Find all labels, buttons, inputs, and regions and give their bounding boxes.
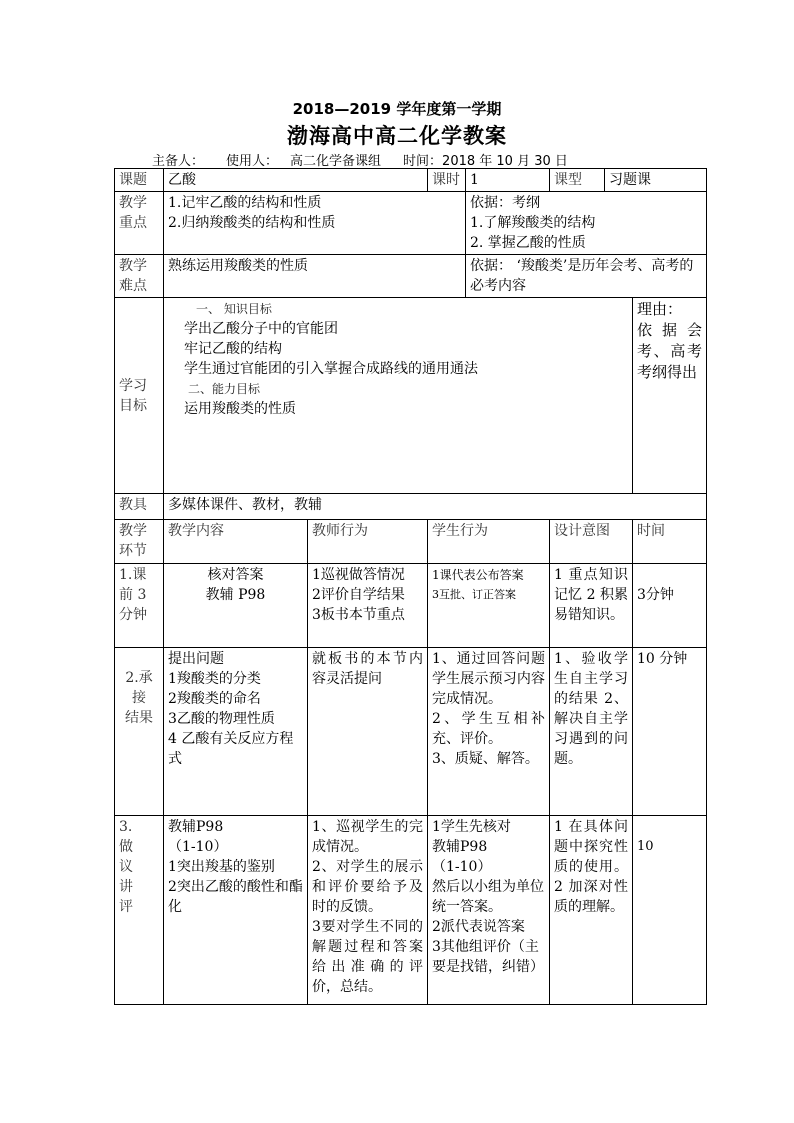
tools-row [115,494,707,520]
design-cell: 1 重点知识记忆 2 积累易错知识。 [550,564,633,648]
student-cell: 1、通过回答问题学生展示预习内容完成情况。 2、学生互相补充、评价。 3、质疑、解答。 [428,648,550,816]
type-value: 习题课 [605,169,707,192]
objectives-label: 学习 目标 [115,298,164,494]
users-label: 使用人： [226,154,279,169]
difficulty-basis: 依据： ‘羧酸类’是历年会考、高考的必考内容 [466,255,707,298]
difficulty-label: 教学 难点 [115,255,164,298]
topic-value: 乙酸 [164,169,428,192]
content-cell: 教辅P98 （1-10） 1突出羧基的鉴别 2突出乙酸的酸性和酯化 [164,816,308,1005]
content-cell: 提出问题 1羧酸类的分类 2羧酸类的命名 3乙酸的物理性质 4 乙酸有关反应方程式 [164,648,308,816]
teacher-cell: 1、巡视学生的完成情况。 2、对学生的展示和评价要给予及时的反馈。 3要对学生不同的解题过程和答案给出准确的评价，总结。 [308,816,428,1005]
difficulty-row [115,255,707,298]
time-cell: 10 分钟 [633,648,707,816]
teacher-cell: 就板书的本节内容灵活提问 [308,648,428,816]
hours-label: 课时 [428,169,466,192]
stage-cell: 2.承 接 结果 [115,648,164,816]
content-cell: 核对答案 教辅 P98 [164,564,308,648]
teacher-cell: 1巡视做答情况 2评价自学结果 3板书本节重点 [308,564,428,648]
key-points-row [115,192,707,255]
stage-header: 教学 环节 [115,520,164,564]
time-cell: 10 [633,816,707,1005]
design-cell: 1 在具体问题中探究性质的使用。 2 加深对性质的理解。 [550,816,633,1005]
hours-value: 1 [466,169,550,192]
lesson-plan-table [114,168,707,1005]
time-header: 时间 [633,520,707,564]
key-points-items: 1.记牢乙酸的结构和性质 2.归纳羧酸类的结构和性质 [164,192,466,255]
process-row [115,816,707,1005]
difficulty-text: 熟练运用羧酸类的性质 [164,255,466,298]
preparer-label: 主备人： [152,154,205,169]
content-header: 教学内容 [164,520,308,564]
process-row [115,564,707,648]
key-points-basis: 依据：考纲 1.了解羧酸类的结构 2. 掌握乙酸的性质 [466,192,707,255]
group-name: 高二化学备课组 [290,154,382,169]
year-term-title: 2018—2019 学年度第一学期 [292,100,502,118]
teacher-header: 教师行为 [308,520,428,564]
student-cell: 1学生先核对 教辅P98 （1-10） 然后以小组为单位统一答案。 2派代表说答案 3其他组评价（主要是找错，纠错） [428,816,550,1005]
topic-row [115,169,707,192]
ability-heading: 二、能力目标 [188,382,261,396]
student-cell: 1课代表公布答案 3互批、订正答案 [428,564,550,648]
header-meta [152,150,590,169]
objectives-reason: 理由： 依据会考、高考考纲得出 [633,298,707,494]
topic-label: 课题 [115,169,164,192]
design-cell: 1、验收学生自主学习的结果 2、解决自主学习遇到的问题。 [550,648,633,816]
school-title: 渤海高中高二化学教案 [287,123,507,148]
design-header: 设计意图 [550,520,633,564]
key-points-label: 教学 重点 [115,192,164,255]
process-row [115,648,707,816]
tools-text: 多媒体课件、教材，教辅 [164,494,707,520]
knowledge-heading: 一、 知识目标 [196,302,272,316]
stage-cell: 3. 做 议 讲 评 [115,816,164,1005]
time-cell: 3分钟 [633,564,707,648]
date-label: 时间：2018 年 10 月 30 日 [403,154,568,169]
process-header-row [115,520,707,564]
objectives-content: 一、 知识目标 学出乙酸分子中的官能团 牢记乙酸的结构 学生通过官能团的引入掌握合成路线的通用通法 二、能力目标 运用羧酸类的性质 [164,298,633,494]
student-header: 学生行为 [428,520,550,564]
objectives-row [115,298,707,494]
type-label: 课型 [550,169,605,192]
tools-label: 教具 [115,494,164,520]
stage-cell: 1.课 前 3 分钟 [115,564,164,648]
